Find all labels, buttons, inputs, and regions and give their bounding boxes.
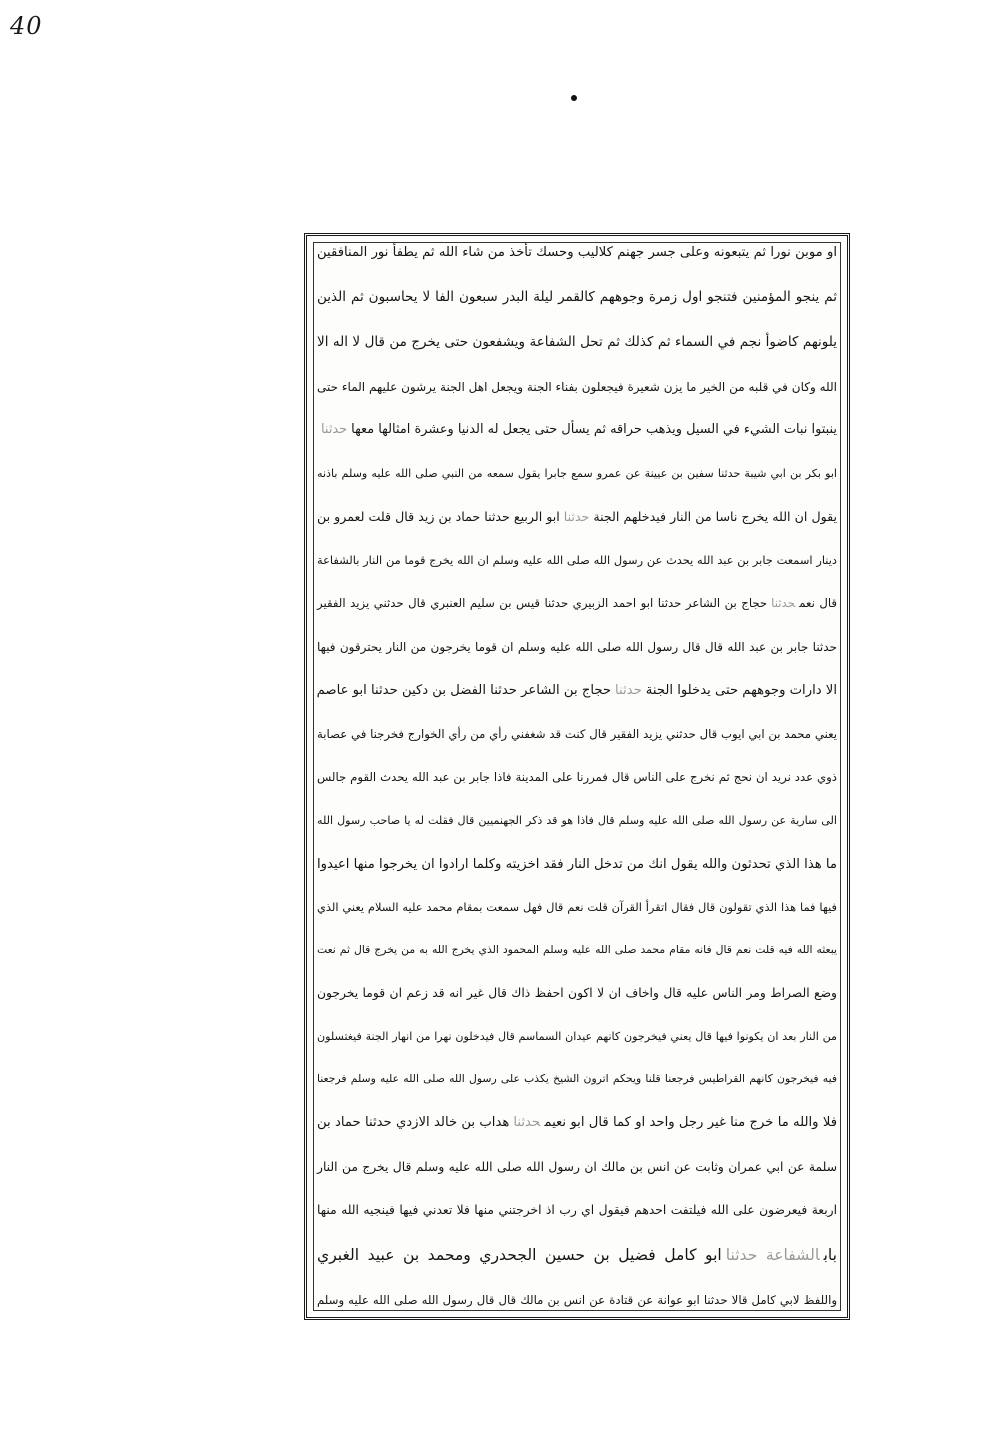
line-text: باب — [823, 1246, 838, 1265]
manuscript-line — [317, 1204, 837, 1216]
line-text: وضع الصراط ومر الناس عليه قال واخاف ان لا اكون احفظ ذاك قال غير انه قد زعم ان قوما يخرجون — [317, 986, 837, 1001]
line-text-continued: هداب بن خالد الازدي حدثنا حماد بن — [317, 1114, 510, 1130]
line-text: يعني محمد بن ابي ايوب قال حدثني يزيد الفقير قال كنت قد شغفني رأي من رأي الخوارج فخرجنا في عصابة — [317, 726, 837, 741]
manuscript-line — [317, 333, 837, 350]
manuscript-line — [317, 288, 837, 305]
line-text-continued: ابو كامل فضيل بن حسين الجحدري ومحمد بن عبيد الغبري — [317, 1246, 722, 1265]
line-text: ثم ينجو المؤمنين فتنجو اول زمرة وجوههم كالقمر ليلة البدر سبعون الفا لا يحاسبون ثم الذين — [317, 288, 837, 305]
line-text: يقول ان الله يخرج ناسا من النار فيدخلهم الجنة — [593, 508, 837, 524]
manuscript-line — [317, 1295, 837, 1307]
manuscript-line — [317, 1071, 837, 1085]
manuscript-line — [317, 381, 837, 393]
line-text: فيه فيخرجون كانهم القراطيس فرجعنا قلنا ويحكم اترون الشيخ يكذب على رسول الله صلى الله عليه وسلم فرجعنا — [317, 1071, 837, 1085]
line-text: ما هذا الذي تحدثون والله يقول انك من تدخل النار فقد اخزيته وكلما ارادوا ان يخرجوا منها اعيدوا — [317, 856, 837, 872]
manuscript-frame — [304, 233, 850, 1320]
line-text: اربعة فيعرضون على الله فيلتفت احدهم فيقول اي رب اذ اخرجتني منها فلا تعدني فيها فينجيه الله منها — [317, 1203, 837, 1218]
rubric-text: حدثنا — [563, 508, 590, 524]
manuscript-line — [317, 1248, 837, 1264]
line-text: دينار اسمعت جابر بن عبد الله يحدث عن رسول الله صلى الله عليه وسلم ان الله يخرج قوما من النار بالشفاعة — [317, 552, 837, 567]
line-text: ذوي عدد نريد ان نحج ثم نخرج على الناس قال فمررنا على المدينة فاذا جابر بن عبد الله يحدث القوم جالس — [317, 770, 837, 785]
manuscript-line — [317, 726, 837, 741]
manuscript-line — [317, 421, 837, 437]
line-text: يلونهم كاضوأ نجم في السماء ثم كذلك ثم تحل الشفاعة ويشفعون حتى يخرج من قال لا اله الا — [317, 333, 837, 350]
line-text: او موبن نورا ثم يتبعونه وعلى جسر جهنم كلاليب وحسك تأخذ من شاء الله ثم يطفأ نور المنافقين — [317, 245, 837, 260]
line-text: سلمة عن ابي عمران وثابت عن انس بن مالك ان رسول الله صلى الله عليه وسلم قال يخرج من النار — [317, 1159, 837, 1174]
page-number: 40 — [10, 12, 43, 40]
line-text: حدثنا جابر بن عبد الله قال قال رسول الله صلى الله عليه وسلم ان قوما يخرجون من النار يحترقون فيها — [317, 639, 837, 654]
ink-dot — [571, 95, 577, 101]
line-text: فلا والله ما خرج منا غير رجل واحد او كما قال ابو نعيم — [544, 1114, 837, 1130]
manuscript-line — [317, 902, 837, 913]
rubric-text: حدثنا — [513, 1114, 541, 1130]
manuscript-line — [317, 552, 837, 567]
line-text: من النار بعد ان يكونوا فيها قال يعني فيخرجون كانهم عيدان السماسم قال فيدخلون نهرا من انهار الجنة فيغتسلون — [317, 1030, 837, 1044]
manuscript-line — [317, 772, 837, 784]
manuscript-line — [317, 987, 837, 999]
rubric-text: الشفاعة حدثنا — [725, 1246, 820, 1265]
line-text: الى سارية عن رسول الله صلى الله عليه وسلم قال فاذا هو قد ذكر الجهنميين قال فقلت له يا صاحب رسول الله — [317, 814, 837, 828]
manuscript-line — [317, 246, 837, 259]
line-text-continued: ابو الربيع حدثنا حماد بن زيد قال قلت لعمرو بن — [317, 508, 560, 524]
manuscript-line — [317, 641, 837, 653]
line-text: واللفظ لابي كامل قالا حدثنا ابو عوانة عن قتادة عن انس بن مالك قال قال رسول الله صلى الله عليه وسلم — [317, 1293, 837, 1308]
line-text: الا دارات وجوههم حتى يدخلوا الجنة — [645, 683, 837, 699]
line-text: ينبتوا نبات الشيء في السيل ويذهب حراقه ثم يسأل حتى يجعل له الدنيا وعشرة امثالها معها — [351, 421, 837, 437]
rubric-text: حدثنا — [771, 595, 796, 610]
rubric-text: حدثنا — [321, 421, 348, 437]
manuscript-line — [317, 1031, 837, 1042]
manuscript-line — [317, 1161, 837, 1173]
line-text: قال نعم — [799, 595, 837, 610]
line-text: الله وكان في قلبه من الخير ما يزن شعيرة فيجعلون بفناء الجنة ويجعل اهل الجنة يرشون عليهم الماء حتى — [317, 379, 837, 394]
line-text-continued: حجاج بن الشاعر حدثنا الفضل بن دكين حدثنا ابو عاصم — [316, 683, 612, 699]
manuscript-line — [317, 1116, 837, 1129]
manuscript-line — [317, 468, 837, 479]
manuscript-line — [317, 684, 837, 697]
manuscript-line — [317, 508, 837, 524]
line-text: فيها فما هذا الذي تقولون قال فقال اتقرأ القرآن قلت نعم قال فهل سمعت بمقام محمد عليه السلام يعني الذي — [317, 900, 837, 915]
line-text: يبعثه الله فيه قلت نعم قال فانه مقام محمد صلى الله عليه وسلم المحمود الذي يخرج الله به من يخرج قال ثم نعت — [317, 943, 837, 957]
line-text: ابو بكر بن ابي شيبة حدثنا سفين بن عيينة عن عمرو سمع جابرا يقول سمعه من النبي صلى الله عليه وسلم باذنه — [317, 467, 837, 481]
manuscript-line — [317, 595, 837, 610]
manuscript-line — [317, 945, 837, 956]
manuscript-text-block — [317, 246, 837, 1307]
manuscript-line — [317, 858, 837, 871]
line-text-continued: حجاج بن الشاعر حدثنا ابو احمد الزبيري حدثنا قيس بن سليم العنبري قال حدثني يزيد الفقير — [317, 595, 768, 610]
manuscript-line — [317, 815, 837, 826]
rubric-text: حدثنا — [615, 683, 642, 699]
